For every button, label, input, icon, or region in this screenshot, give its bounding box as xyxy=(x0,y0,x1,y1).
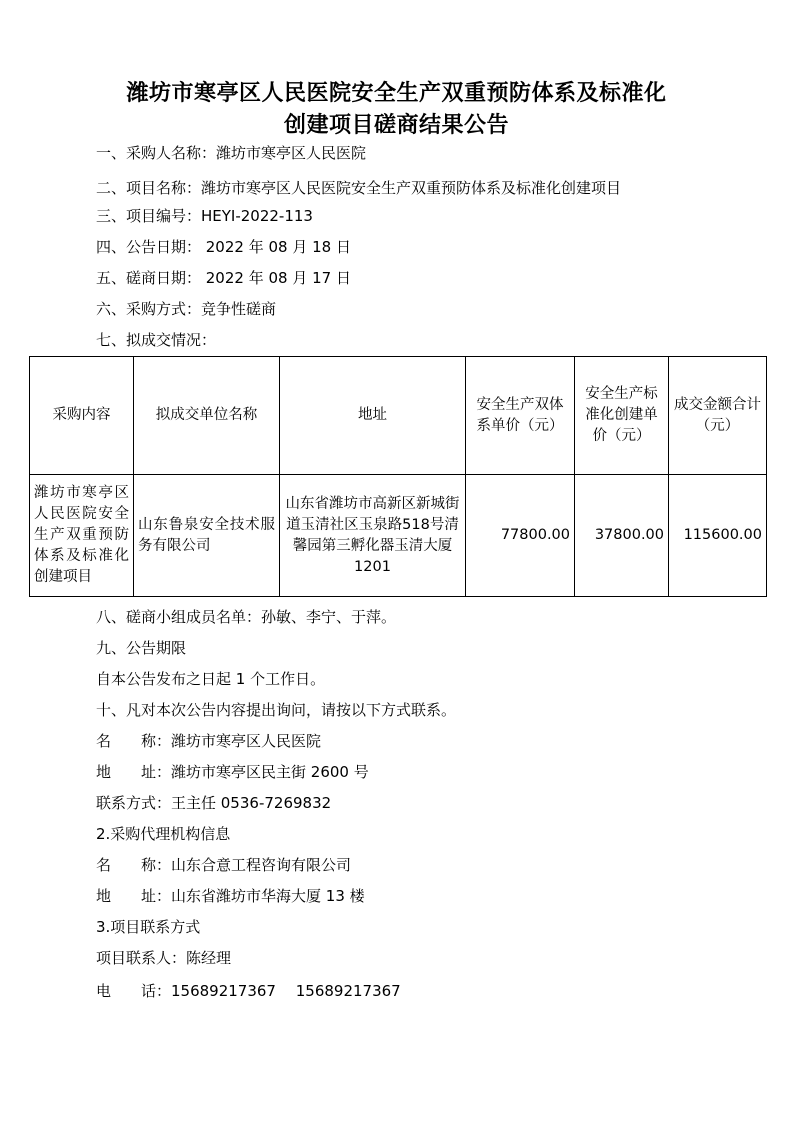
header-price-std: 安全生产标准化创建单价（元） xyxy=(575,357,669,475)
agency-address: 地 址：山东省潍坊市华海大厦 13 楼 xyxy=(96,887,365,905)
deal-status-heading: 七、拟成交情况： xyxy=(96,331,217,349)
cell-total: 115600.00 xyxy=(669,475,767,597)
project-contact-person: 项目联系人：陈经理 xyxy=(96,949,232,967)
purchaser-contact-phone: 联系方式：王主任 0536-7269832 xyxy=(96,794,332,812)
table-row xyxy=(30,475,767,597)
negotiation-date: 五、磋商日期： 2022 年 08 月 17 日 xyxy=(96,269,351,287)
header-company: 拟成交单位名称 xyxy=(134,357,280,475)
header-content: 采购内容 xyxy=(30,357,134,475)
project-number: 三、项目编号：HEYI-2022-113 xyxy=(96,207,313,225)
cell-content: 潍坊市寒亭区人民医院安全生产双重预防体系及标准化创建项目 xyxy=(30,475,134,597)
cell-company: 山东鲁泉安全技术服务有限公司 xyxy=(134,475,280,597)
cell-address: 山东省潍坊市高新区新城街道玉清社区玉泉路518号清馨园第三孵化器玉清大厦1201 xyxy=(280,475,466,597)
panel-members: 八、磋商小组成员名单：孙敏、李宁、于萍。 xyxy=(96,608,397,626)
cell-price-dual: 77800.00 xyxy=(466,475,575,597)
cell-price-std: 37800.00 xyxy=(575,475,669,597)
header-address: 地址 xyxy=(280,357,466,475)
announcement-date: 四、公告日期： 2022 年 08 月 18 日 xyxy=(96,238,351,256)
deal-table xyxy=(29,356,767,597)
agency-name: 名 称：山东合意工程咨询有限公司 xyxy=(96,856,352,874)
purchaser-contact-address: 地 址：潍坊市寒亭区民主街 2600 号 xyxy=(96,763,369,781)
purchaser-contact-name: 名 称：潍坊市寒亭区人民医院 xyxy=(96,732,322,750)
header-total: 成交金额合计（元） xyxy=(669,357,767,475)
project-contact-heading: 3.项目联系方式 xyxy=(96,918,201,936)
project-name: 二、项目名称：潍坊市寒亭区人民医院安全生产双重预防体系及标准化创建项目 xyxy=(96,179,622,197)
project-contact-phone: 电 话：15689217367 15689217367 xyxy=(96,982,401,1000)
inquiry-heading: 十、凡对本次公告内容提出询问，请按以下方式联系。 xyxy=(96,701,457,719)
notice-period-text: 自本公告发布之日起 1 个工作日。 xyxy=(96,670,326,688)
purchaser-name: 一、采购人名称：潍坊市寒亭区人民医院 xyxy=(96,144,367,162)
doc-title-line1: 潍坊市寒亭区人民医院安全生产双重预防体系及标准化 xyxy=(126,81,667,106)
agency-heading: 2.采购代理机构信息 xyxy=(96,825,231,843)
header-price-dual: 安全生产双体系单价（元） xyxy=(466,357,575,475)
notice-period-heading: 九、公告期限 xyxy=(96,639,187,657)
doc-title-line2: 创建项目磋商结果公告 xyxy=(283,113,509,138)
procurement-method: 六、采购方式：竞争性磋商 xyxy=(96,300,277,318)
table-header-row xyxy=(30,357,767,475)
